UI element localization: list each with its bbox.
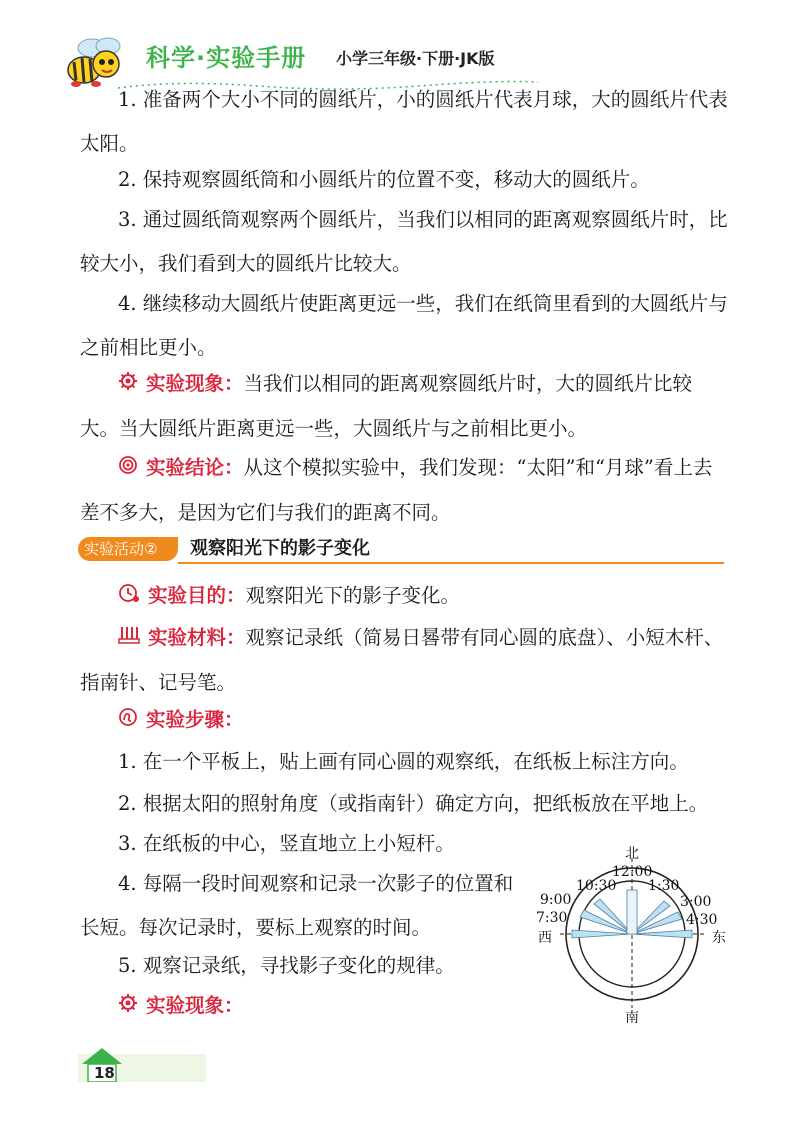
time-label: 10:30 [576, 878, 617, 894]
time-label: 4:30 [686, 912, 718, 928]
gear-icon [118, 985, 138, 1029]
purpose-paragraph [80, 574, 730, 619]
test-tubes-icon [118, 617, 140, 661]
time-label: 7:30 [536, 910, 568, 926]
materials-text: 观察记录纸（简易日晷带有同心圆的底盘）、小短木杆、指南针、记号笔。 [80, 626, 724, 694]
time-label: 1:30 [648, 878, 680, 894]
sundial-diagram [536, 844, 728, 1024]
activity-tag: 实验活动② [78, 537, 178, 561]
time-label: 3:00 [680, 894, 712, 910]
materials-label: 实验材料： [148, 626, 246, 649]
phenomenon2-heading: 实验现象： [80, 984, 520, 1029]
phenomenon-text: 当我们以相同的距离观察圆纸片时，大的圆纸片比较大。当大圆纸片距离更远一些，大圆纸片与之前相比更小。 [80, 372, 693, 440]
book-title: 科学·实验手册 [146, 44, 307, 72]
steps-heading: 实验步骤： [80, 698, 730, 743]
activity-header [78, 537, 724, 563]
book-subtitle: 小学三年级·下册·JK版 [336, 49, 495, 68]
step-item: 3. 通过圆纸筒观察两个圆纸片，当我们以相同的距离观察圆纸片时，比较大小，我们看到大的圆纸片比较大。 [80, 208, 728, 275]
target-icon [118, 447, 138, 491]
west-label: 西 [538, 930, 552, 946]
phenomenon-label: 实验现象： [146, 372, 244, 395]
east-label: 东 [712, 930, 726, 946]
step-item: 2. 保持观察圆纸筒和小圆纸片的位置不变，移动大的圆纸片。 [118, 168, 650, 191]
footprint-icon [118, 699, 138, 743]
step-item: 2. 根据太阳的照射角度（或指南针）确定方向，把纸板放在平地上。 [118, 792, 709, 815]
conclusion-text: 从这个模拟实验中，我们发现：“太阳”和“月球”看上去差不多大，是因为它们与我们的距离不同。 [80, 456, 713, 524]
step-item: 1. 在一个平板上，贴上画有同心圆的观察纸，在纸板上标注方向。 [118, 750, 689, 773]
materials-paragraph [80, 616, 730, 705]
step-item: 4. 继续移动大圆纸片使距离更远一些，我们在纸筒里看到的大圆纸片与之前相比更小。 [80, 292, 728, 359]
phenomenon-paragraph [80, 362, 730, 451]
step-item: 3. 在纸板的中心，竖直地立上小短杆。 [118, 832, 455, 855]
step-item: 5. 观察记录纸，寻找影子变化的规律。 [118, 954, 455, 977]
conclusion-label: 实验结论： [146, 456, 244, 479]
clock-icon [118, 575, 140, 619]
purpose-label: 实验目的： [148, 584, 246, 607]
time-label: 12:00 [612, 864, 653, 880]
step-item: 4. 每隔一段时间观察和记录一次影子的位置和长短。每次记录时，要标上观察的时间。 [80, 872, 514, 939]
time-label: 9:00 [540, 892, 572, 908]
gear-icon [118, 363, 138, 407]
north-label: 北 [625, 846, 639, 862]
page-number: 18 [94, 1064, 115, 1082]
page-number-badge [78, 1044, 206, 1082]
activity-underline [178, 562, 724, 564]
south-label: 南 [625, 1010, 639, 1024]
conclusion-paragraph [80, 446, 730, 535]
activity-title: 观察阳光下的影子变化 [190, 538, 370, 559]
purpose-text: 观察阳光下的影子变化。 [245, 584, 461, 607]
step-item: 1. 准备两个大小不同的圆纸片，小的圆纸片代表月球，大的圆纸片代表太阳。 [80, 88, 728, 155]
